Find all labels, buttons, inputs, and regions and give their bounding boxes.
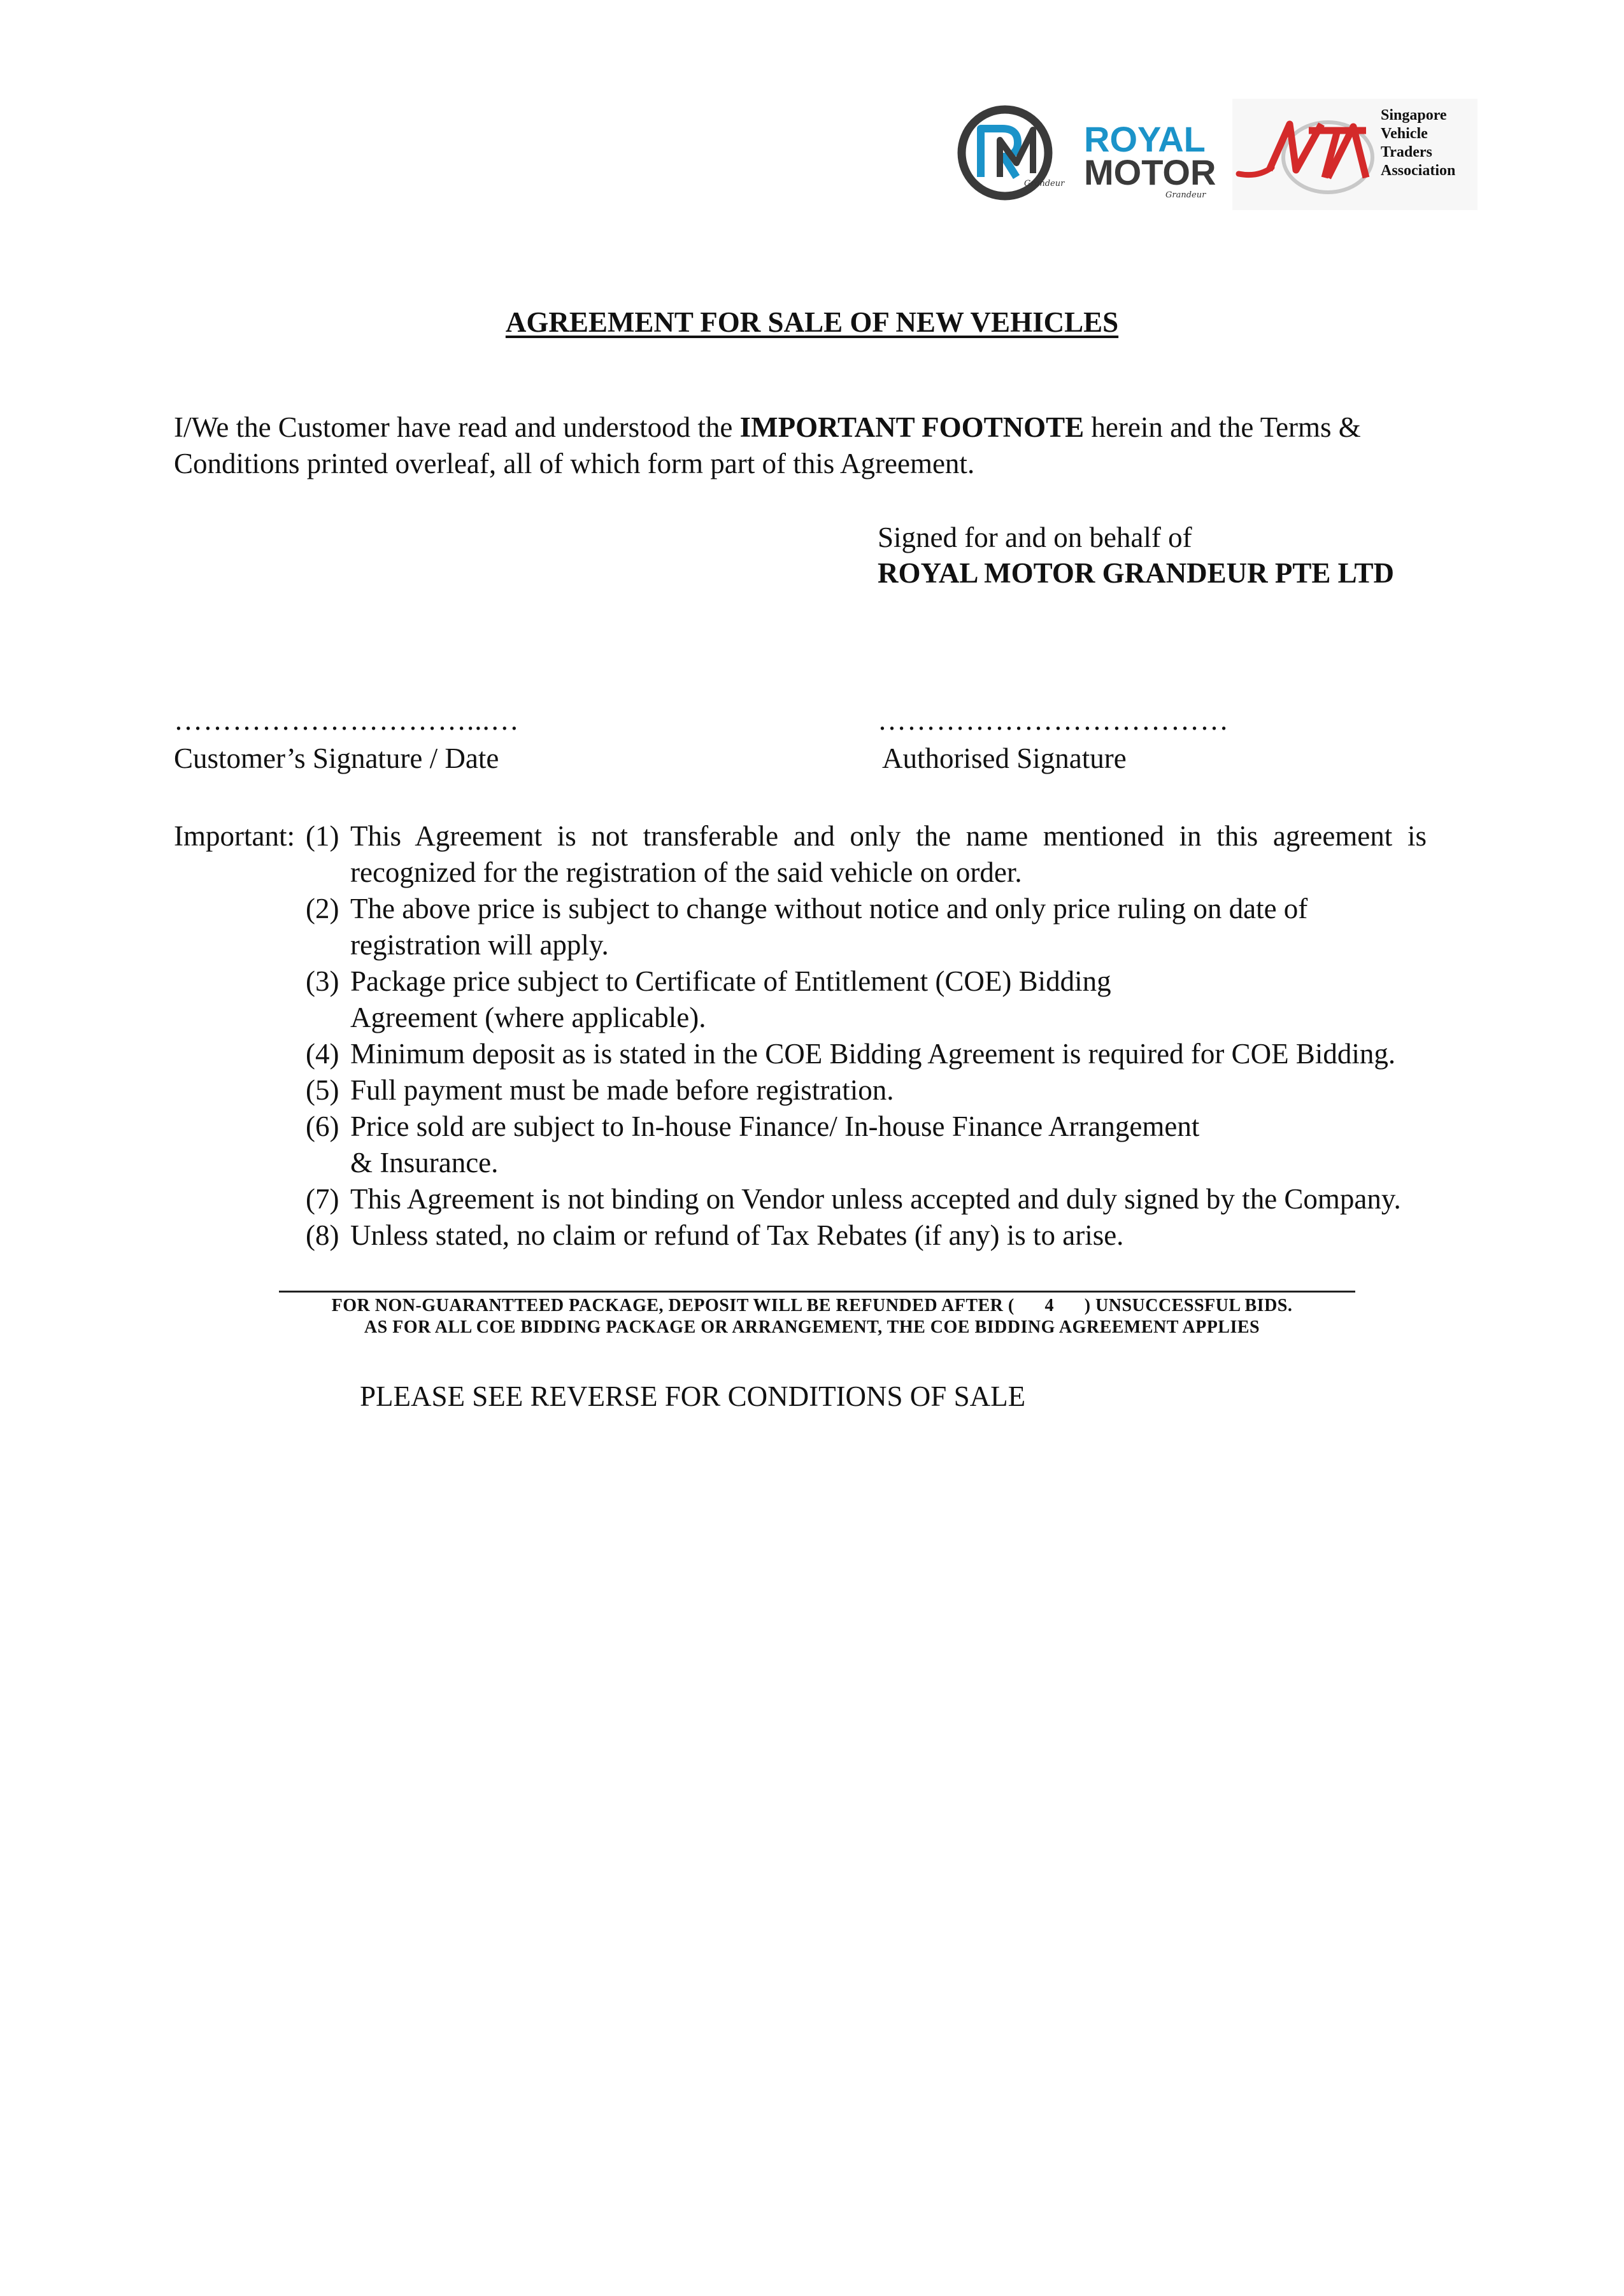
footnote-post: ) UNSUCCESSFUL BIDS.	[1084, 1296, 1293, 1315]
intro-pre: I/We the Customer have read and understood the	[174, 411, 740, 443]
item-number: (3)	[306, 965, 339, 997]
signed-for-label: Signed for and on behalf of	[878, 521, 1192, 553]
item-number: (4)	[306, 1038, 339, 1070]
item-text: Unless stated, no claim or refund of Tax Rebates (if any) is to arise.	[350, 1219, 1124, 1251]
important-item-3	[306, 963, 1452, 1036]
important-item-1	[306, 818, 1452, 891]
important-item-8	[306, 1217, 1452, 1254]
item-number: (6)	[306, 1110, 339, 1142]
important-item-2	[306, 891, 1452, 963]
item-number: (2)	[306, 893, 339, 925]
important-item-7	[306, 1181, 1452, 1217]
svta-emblem	[1232, 99, 1382, 210]
important-item-6	[306, 1109, 1452, 1181]
item-text-cont: & Insurance.	[350, 1147, 499, 1179]
svta-line-3: Traders	[1381, 144, 1432, 160]
company-name: ROYAL MOTOR GRANDEUR PTE LTD	[878, 557, 1394, 589]
svta-name	[1381, 106, 1455, 180]
important-item-4	[306, 1036, 1452, 1072]
footnote-divider	[279, 1291, 1355, 1293]
item-text: Package price subject to Certificate of Entitlement (COE) Bidding	[350, 965, 1111, 997]
logo-script-2: Grandeur	[1165, 190, 1206, 200]
item-text-cont: recognized for the registration of the said vehicle on order.	[350, 856, 1022, 888]
reverse-note: PLEASE SEE REVERSE FOR CONDITIONS OF SALE	[360, 1380, 1026, 1412]
authorised-signature-label: Authorised Signature	[882, 742, 1127, 774]
important-item-5	[306, 1072, 1452, 1109]
svta-line-4: Association	[1381, 162, 1456, 179]
item-text-cont: Agreement (where applicable).	[350, 1002, 706, 1033]
item-number: (5)	[306, 1074, 339, 1106]
royal-motor-logo	[955, 102, 1236, 204]
svta-logo	[1232, 99, 1478, 210]
item-number: (7)	[306, 1183, 339, 1215]
logo-word-royal: ROYAL	[1084, 119, 1206, 159]
footnote-line-1	[0, 1296, 1624, 1316]
authorised-signature-line: ………………………………	[878, 704, 1229, 736]
intro-bold: IMPORTANT FOOTNOTE	[739, 411, 1085, 443]
item-text: Full payment must be made before registration.	[350, 1074, 894, 1106]
item-text: The above price is subject to change without notice and only price ruling on date of	[350, 893, 1308, 925]
svta-line-2: Vehicle	[1381, 125, 1428, 142]
document-title: AGREEMENT FOR SALE OF NEW VEHICLES	[505, 306, 1119, 338]
svta-line-1: Singapore	[1381, 107, 1447, 124]
intro-post: herein and the Terms &	[1084, 411, 1361, 443]
intro-line-2: Conditions printed overleaf, all of which form part of this Agreement.	[174, 448, 975, 479]
item-text: This Agreement is not binding on Vendor unless accepted and duly signed by the Company.	[350, 1183, 1401, 1215]
logo-script-1: Grandeur	[1024, 179, 1065, 188]
royal-motor-logo-graphic	[955, 102, 1236, 204]
intro-line-1	[174, 409, 1448, 446]
item-text: Price sold are subject to In-house Finance/ In-house Finance Arrangement	[350, 1110, 1200, 1142]
customer-signature-line: …………………………...…	[174, 704, 520, 736]
important-label: Important:	[174, 820, 295, 852]
item-number: (8)	[306, 1219, 339, 1251]
item-text-cont: registration will apply.	[350, 929, 609, 961]
unsuccessful-bids-count: 4	[1044, 1296, 1054, 1315]
intro-paragraph	[174, 409, 1448, 482]
footnote-pre: FOR NON-GUARANTTEED PACKAGE, DEPOSIT WILL BE REFUNDED AFTER (	[331, 1296, 1015, 1315]
item-number: (1)	[306, 820, 339, 852]
item-text: This Agreement is not transferable and only the name mentioned in this agreement is	[350, 820, 1427, 852]
customer-signature-label: Customer’s Signature / Date	[174, 742, 499, 774]
footnote-line-2: AS FOR ALL COE BIDDING PACKAGE OR ARRANGEMENT, THE COE BIDDING AGREEMENT APPLIES	[364, 1317, 1260, 1337]
logo-word-motor: MOTOR	[1084, 152, 1216, 192]
item-text: Minimum deposit as is stated in the COE Bidding Agreement is required for COE Bidding.	[350, 1038, 1396, 1070]
